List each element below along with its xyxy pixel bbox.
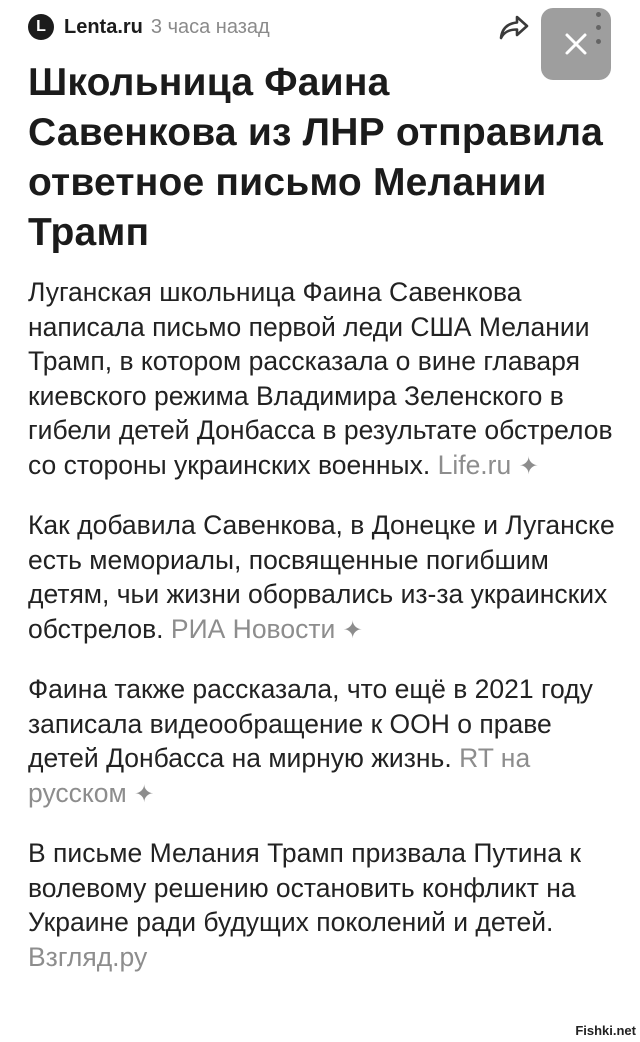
- article-title: Школьница Фаина Савенкова из ЛНР отправила ответное письмо Мелании Трамп: [28, 61, 604, 254]
- watermark: Fishki.net: [575, 1023, 636, 1038]
- article-header: [28, 10, 270, 44]
- share-icon: [498, 14, 530, 42]
- close-icon: [561, 29, 591, 59]
- timestamp: 3 часа назад: [150, 15, 270, 38]
- article-paragraph: [28, 672, 618, 812]
- source-link[interactable]: Взгляд.ру: [28, 941, 148, 972]
- share-button[interactable]: [494, 10, 534, 46]
- sparkle-icon: ✦: [518, 452, 539, 480]
- article-body: [28, 275, 618, 998]
- source-name-link[interactable]: Lenta.ru: [64, 15, 143, 38]
- article-paragraph: [28, 508, 618, 648]
- paragraph-text: В письме Мелания Трамп призвала Путина к волевому решению остановить конфликт на Украине ради будущих поколений и детей.: [28, 838, 581, 937]
- sparkle-icon: ✦: [134, 780, 155, 808]
- lenta-logo-icon[interactable]: L: [28, 14, 54, 40]
- paragraph-text: Фаина также рассказала, что ещё в 2021 году записала видеообращение к ООН о праве детей Донбасса на мирную жизнь.: [28, 674, 593, 773]
- article-paragraph: [28, 275, 618, 484]
- source-link[interactable]: РИА Новости: [170, 613, 336, 644]
- source-link[interactable]: Life.ru: [437, 449, 512, 480]
- article-paragraph: [28, 836, 618, 974]
- paragraph-text: Луганская школьница Фаина Савенкова написала письмо первой леди США Мелании Трамп, в котором рассказала о вине главаря киевского режима Владимира Зеленского в гибели детей Донбасса в результате обстрелов со стороны украинских военных.: [28, 277, 613, 480]
- paragraph-text: Как добавила Савенкова, в Донецке и Луганске есть мемориалы, посвященные погибшим детям, чьи жизни оборвались из-за украинских обстрелов.: [28, 510, 615, 644]
- sparkle-icon: ✦: [342, 616, 363, 644]
- source-link[interactable]: RT на русском: [28, 743, 531, 808]
